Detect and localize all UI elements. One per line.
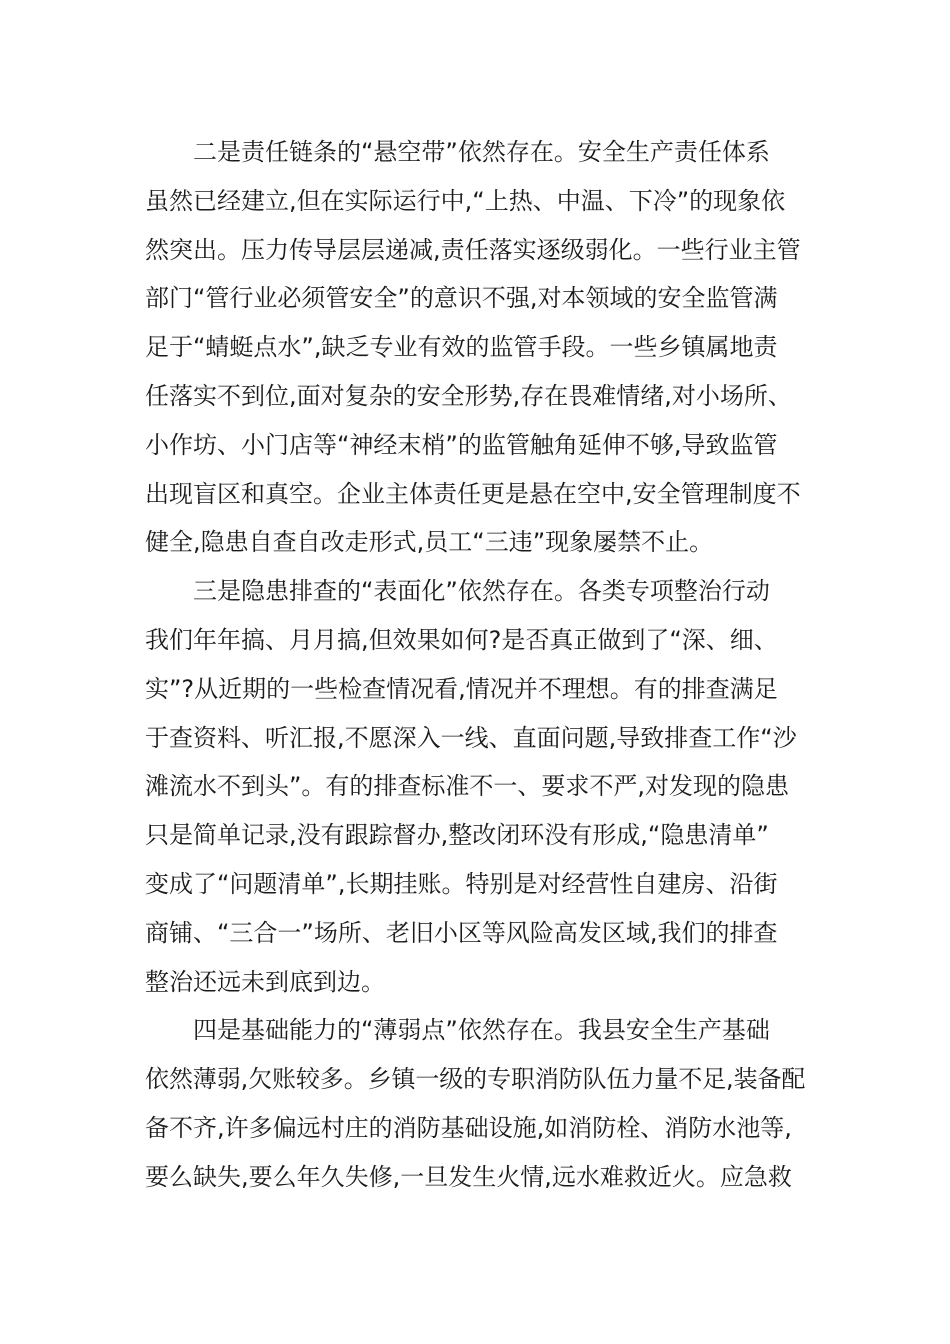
text-line: 备不齐,许多偏远村庄的消防基础设施,如消防栓、消防水池等,	[145, 1113, 792, 1142]
paragraph	[145, 1006, 805, 1201]
text-line: 依然薄弱,欠账较多。乡镇一级的专职消防队伍力量不足,装备配	[145, 1065, 806, 1094]
paragraph	[145, 128, 805, 567]
text-line: 我们年年搞、月月搞,但效果如何?是否真正做到了“深、细、	[145, 625, 778, 654]
text-line: 只是简单记录,没有跟踪督办,整改闭环没有形成,“隐患清单”	[145, 821, 769, 850]
text-line: 于查资料、听汇报,不愿深入一线、直面问题,导致排查工作“沙	[145, 723, 797, 752]
text-line: 三是隐患排查的“表面化”依然存在。各类专项整治行动	[193, 577, 770, 606]
text-line: 健全,隐患自查自改走形式,员工“三违”现象屡禁不止。	[145, 528, 714, 557]
text-line: 要么缺失,要么年久失修,一旦发生火情,远水难救近火。应急救	[145, 1162, 792, 1191]
text-line: 商铺、“三合一”场所、老旧小区等风险高发区域,我们的排查	[145, 918, 778, 947]
text-line: 任落实不到位,面对复杂的安全形势,存在畏难情绪,对小场所、	[145, 381, 792, 410]
text-line: 小作坊、小门店等“神经末梢”的监管触角延伸不够,导致监管	[145, 430, 778, 459]
text-line: 滩流水不到头”。有的排查标准不一、要求不严,对发现的隐患	[145, 772, 790, 801]
text-line: 出现盲区和真空。企业主体责任更是悬在空中,安全管理制度不	[145, 479, 801, 508]
text-line: 虽然已经建立,但在实际运行中,“上热、中温、下冷”的现象依	[145, 186, 786, 215]
text-line: 然突出。压力传导层层递减,责任落实逐级弱化。一些行业主管	[145, 235, 801, 264]
text-line: 整治还远未到底到边。	[145, 967, 385, 996]
text-line: 实”?从近期的一些检查情况看,情况并不理想。有的排查满足	[145, 674, 778, 703]
body-text	[145, 128, 805, 1202]
text-line: 足于“蜻蜓点水”,缺乏专业有效的监管手段。一些乡镇属地责	[145, 333, 778, 362]
text-line: 二是责任链条的“悬空带”依然存在。安全生产责任体系	[193, 138, 770, 166]
text-line: 部门“管行业必须管安全”的意识不强,对本领域的安全监管满	[145, 284, 778, 313]
text-line: 四是基础能力的“薄弱点”依然存在。我县安全生产基础	[193, 1016, 770, 1045]
text-line: 变成了“问题清单”,长期挂账。特别是对经营性自建房、沿街	[145, 869, 778, 898]
paragraph	[145, 567, 805, 1006]
